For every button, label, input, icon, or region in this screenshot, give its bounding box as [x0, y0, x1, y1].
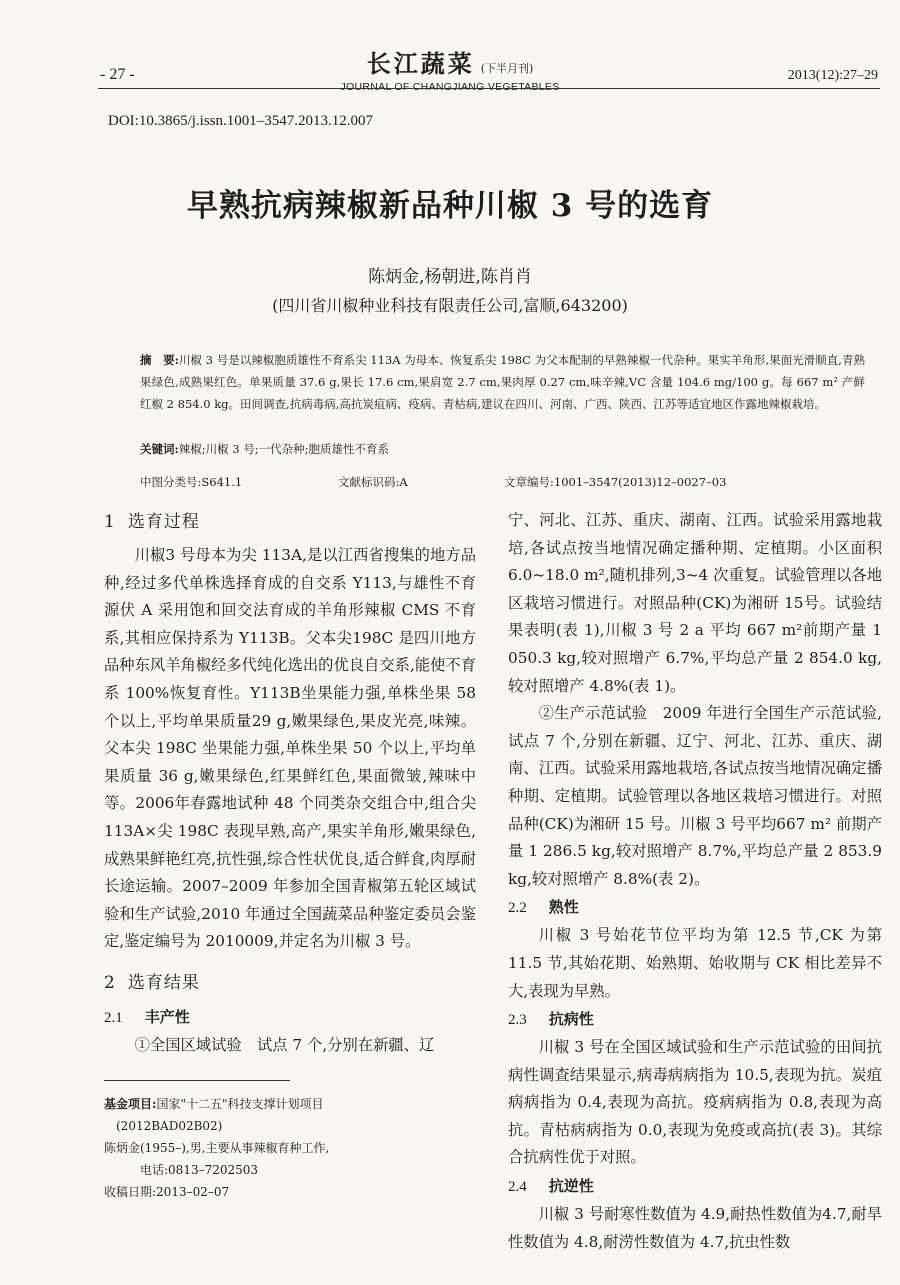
section-heading	[104, 507, 476, 532]
paragraph: ②生产示范试验 2009 年进行全国生产示范试验,试点 7 个,分别在新疆、辽宁、河北、江苏、重庆、湖南、江西。试验采用露地栽培,各试点按当地情况确定播种期、定植期。试验管理以各地区栽培习惯进行。对照品种(CK)为湘研 15 号。川椒 3 号平均667 m² 前期产量 1 286.5 kg,较对照增产 8.7%,平均总产量 2 853.9 kg,较对照增产 8.8%(表 2)。	[508, 704, 882, 888]
page-number: - 27 -	[100, 66, 135, 83]
header-rule	[98, 88, 880, 89]
paragraph: 宁、河北、江苏、重庆、湖南、江西。试验采用露地栽培,各试点按当地情况确定播种期、定植期。小区面积 6.0~18.0 m²,随机排列,3~4 次重复。试验管理以各地区栽培习惯进行。对照品种(CK)为湘研 15号。试验结果表明(表 1),川椒 3 号 2 a 平均 667 m²前期产量 1 050.3 kg,较对照增产 6.7%,平均总产量 2 854.0 kg,较对照增产 4.8%(表 1)。	[508, 511, 882, 695]
journal-masthead	[300, 44, 600, 93]
footnote-rule	[104, 1080, 290, 1081]
subsection-title: 抗病性	[548, 1010, 594, 1029]
authors: 陈炳金,杨朝进,陈肖肖	[368, 267, 532, 287]
subsection-number: 2.3	[508, 1012, 527, 1029]
doi: DOI:10.3865/j.issn.1001–3547.2013.12.007	[108, 113, 374, 129]
left-column	[104, 507, 476, 1060]
journal-subtitle: (下半月刊)	[480, 62, 534, 75]
clc-number: 中图分类号:S641.1	[140, 475, 243, 489]
journal-name-en: JOURNAL OF CHANGJIANG VEGETABLES	[340, 81, 560, 93]
section-number: 2	[104, 972, 116, 993]
section-number: 1	[104, 512, 116, 532]
document-code: 文献标识码:A	[338, 475, 408, 489]
subsection-heading	[508, 1005, 882, 1034]
abstract-label: 摘 要:	[140, 353, 179, 367]
keywords-label: 关键词:	[140, 442, 179, 456]
affiliation: (四川省川椒种业科技有限责任公司,富顺,643200)	[272, 296, 628, 315]
journal-title	[300, 44, 600, 79]
section-heading	[104, 968, 476, 993]
article-number: 文章编号:1001–3547(2013)12–0027–03	[504, 475, 727, 489]
subsection-title: 抗逆性	[548, 1177, 594, 1196]
abstract	[140, 349, 865, 415]
issue-info: 2013(12):27–29	[787, 68, 878, 83]
fund-text: 国家"十二五"科技支撑计划项目	[156, 1097, 324, 1111]
paragraph: 川椒 3 号始花节位平均为第 12.5 节,CK 为第11.5 节,其始花期、始熟期、始收期与 CK 相比差异不大,表现为早熟。	[508, 926, 882, 1000]
keywords	[140, 441, 865, 457]
fund-label: 基金项目:	[104, 1097, 157, 1111]
abstract-text: 川椒 3 号是以辣椒胞质雄性不育系尖 113A 为母本、恢复系尖 198C 为父本配制的早熟辣椒一代杂种。果实羊角形,果面光滑顺直,青熟果绿色,成熟果红色。单果质量 37.6 g,果长 17.6 cm,果肩宽 2.7 cm,果肉厚 0.27 cm,味辛辣,VC 含量 104.6 mg/100 g。每 667 m² 产鲜红椒 2 854.0 kg。田间调查,抗病毒病,高抗炭疽病、疫病、青枯病,建议在四川、河南、广西、陕西、江苏等适宜地区作露地辣椒栽培。	[140, 353, 865, 411]
section-title: 选育过程	[127, 512, 200, 532]
subsection-number: 2.1	[104, 1009, 123, 1026]
subsection-title: 熟性	[548, 898, 579, 917]
subsection-heading	[104, 1003, 476, 1032]
subsection-number: 2.2	[508, 900, 527, 917]
phone: 电话:0813–7202503	[140, 1163, 259, 1177]
article-title: 早熟抗病辣椒新品种川椒 3 号的选育	[186, 188, 714, 224]
paragraph: 川椒3 号母本为尖 113A,是以江西省搜集的地方品种,经过多代单株选择育成的自交系 Y113,与雄性不育源伏 A 采用饱和回交法育成的羊角形辣椒 CMS 不育系,其相应保持系为 Y113B。父本尖198C 是四川地方品种东风羊角椒经多代纯化选出的优良自交系,能使不育系 100%恢复育性。Y113B坐果能力强,单株坐果 58 个以上,平均单果质量29 g,嫩果绿色,果皮光亮,味辣。父本尖 198C 坐果能力强,单株坐果 50 个以上,平均单果质量 36 g,嫩果绿色,红果鲜红色,果面微皱,辣味中等。2006年春露地试种 48 个同类杂交组合中,组合尖113A×尖 198C 表现早熟,高产,果实羊角形,嫩果绿色,成熟果鲜艳红亮,抗性强,综合性状优良,适合鲜食,肉厚耐长途运输。2007–2009 年参加全国青椒第五轮区域试验和生产试验,2010 年通过全国蔬菜品种鉴定委员会鉴定,鉴定编号为 2010009,并定名为川椒 3 号。	[104, 546, 476, 951]
paragraph: 川椒 3 号在全国区域试验和生产示范试验的田间抗病性调查结果显示,病毒病病指为 10.5,表现为抗。炭疽病病指为 0.4,表现为高抗。疫病病指为 0.8,表现为高抗。青枯病病指为 0.0,表现为免疫或高抗(表 3)。其综合抗病性优于对照。	[508, 1038, 882, 1167]
subsection-heading	[508, 1172, 882, 1201]
fund-code: (2012BAD02B02)	[116, 1119, 223, 1133]
fund-line	[104, 1093, 484, 1115]
footnote	[104, 1093, 484, 1203]
subsection-number: 2.4	[508, 1179, 527, 1196]
right-column	[508, 507, 882, 1256]
paragraph: ①全国区域试验 试点 7 个,分别在新疆、辽	[134, 1035, 435, 1054]
received-date: 收稿日期:2013–02–07	[104, 1185, 230, 1199]
keywords-text: 辣椒;川椒 3 号;一代杂种;胞质雄性不育系	[178, 442, 389, 456]
section-title: 选育结果	[127, 972, 200, 993]
subsection-title: 丰产性	[144, 1007, 190, 1026]
subsection-heading	[508, 893, 882, 922]
journal-name-cn: 长江蔬菜	[366, 49, 475, 78]
author-info: 陈炳金(1955–),男,主要从事辣椒育种工作,	[104, 1141, 330, 1155]
paragraph: 川椒 3 号耐寒性数值为 4.9,耐热性数值为4.7,耐旱性数值为 4.8,耐涝性数值为 4.7,抗虫性数	[508, 1205, 882, 1251]
